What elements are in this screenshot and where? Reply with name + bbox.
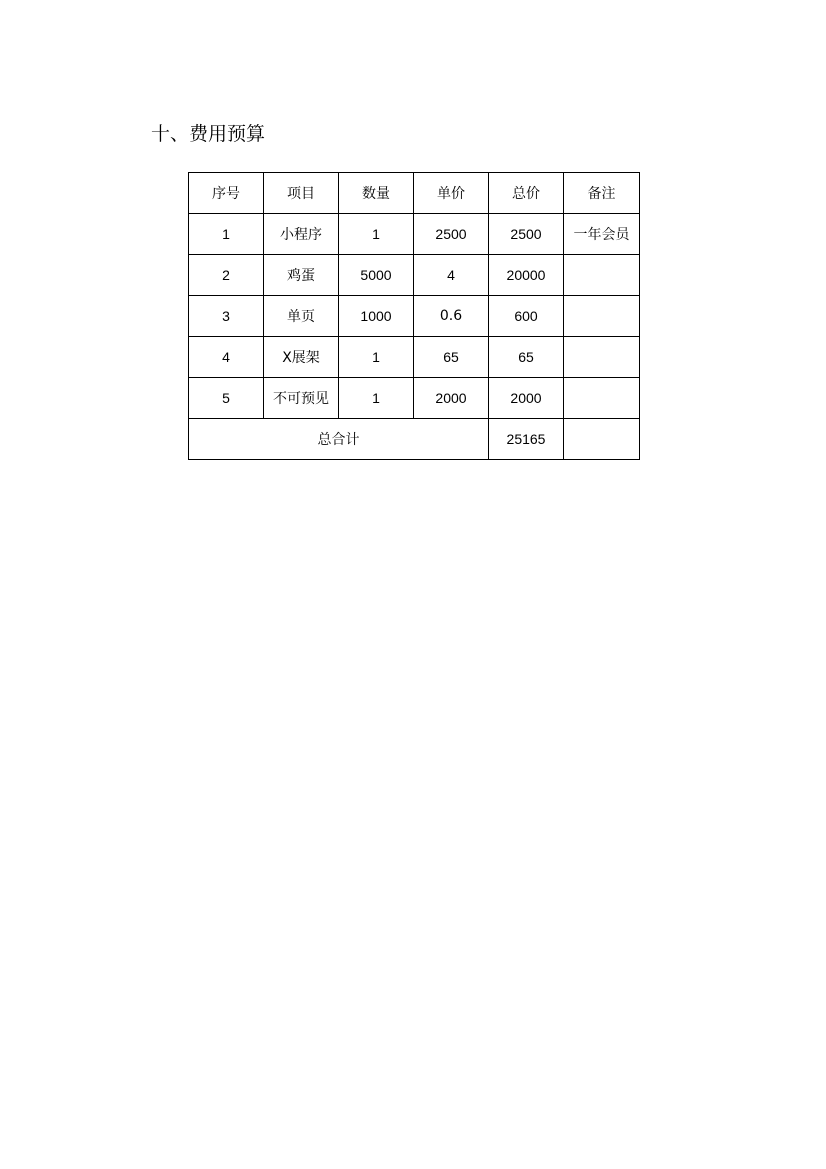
- table-row: [189, 255, 640, 296]
- cell-qty: 1: [339, 337, 414, 378]
- cell-total: 2000: [489, 378, 564, 419]
- summary-total: 25165: [489, 419, 564, 460]
- cell-qty: 5000: [339, 255, 414, 296]
- budget-table: [188, 172, 640, 460]
- table-row: [189, 214, 640, 255]
- table-row: [189, 337, 640, 378]
- header-total: 总价: [489, 173, 564, 214]
- cell-item: 鸡蛋: [264, 255, 339, 296]
- cell-total: 20000: [489, 255, 564, 296]
- header-item: 项目: [264, 173, 339, 214]
- cell-no: 1: [189, 214, 264, 255]
- header-unit-price: 单价: [414, 173, 489, 214]
- cell-qty: 1: [339, 378, 414, 419]
- cell-no: 5: [189, 378, 264, 419]
- table-header-row: [189, 173, 640, 214]
- cell-unit-price: 2500: [414, 214, 489, 255]
- cell-no: 3: [189, 296, 264, 337]
- cell-item: 小程序: [264, 214, 339, 255]
- cell-note: 一年会员: [564, 214, 640, 255]
- cell-qty: 1: [339, 214, 414, 255]
- summary-note: [564, 419, 640, 460]
- cell-unit-price: 4: [414, 255, 489, 296]
- header-qty: 数量: [339, 173, 414, 214]
- cell-note: [564, 378, 640, 419]
- table-row: [189, 378, 640, 419]
- cell-note: [564, 296, 640, 337]
- cell-no: 4: [189, 337, 264, 378]
- cell-item: X展架: [264, 337, 339, 378]
- cell-item: 不可预见: [264, 378, 339, 419]
- section-heading: 十、费用预算: [151, 123, 266, 145]
- header-note: 备注: [564, 173, 640, 214]
- cell-unit-price: 2000: [414, 378, 489, 419]
- cell-qty: 1000: [339, 296, 414, 337]
- cell-note: [564, 337, 640, 378]
- cell-item: 单页: [264, 296, 339, 337]
- cell-total: 65: [489, 337, 564, 378]
- header-no: 序号: [189, 173, 264, 214]
- cell-total: 600: [489, 296, 564, 337]
- cell-unit-price: 0.6: [414, 296, 489, 337]
- cell-no: 2: [189, 255, 264, 296]
- summary-label: 总合计: [189, 419, 489, 460]
- table-summary-row: [189, 419, 640, 460]
- cell-total: 2500: [489, 214, 564, 255]
- cell-note: [564, 255, 640, 296]
- table-row: [189, 296, 640, 337]
- cell-unit-price: 65: [414, 337, 489, 378]
